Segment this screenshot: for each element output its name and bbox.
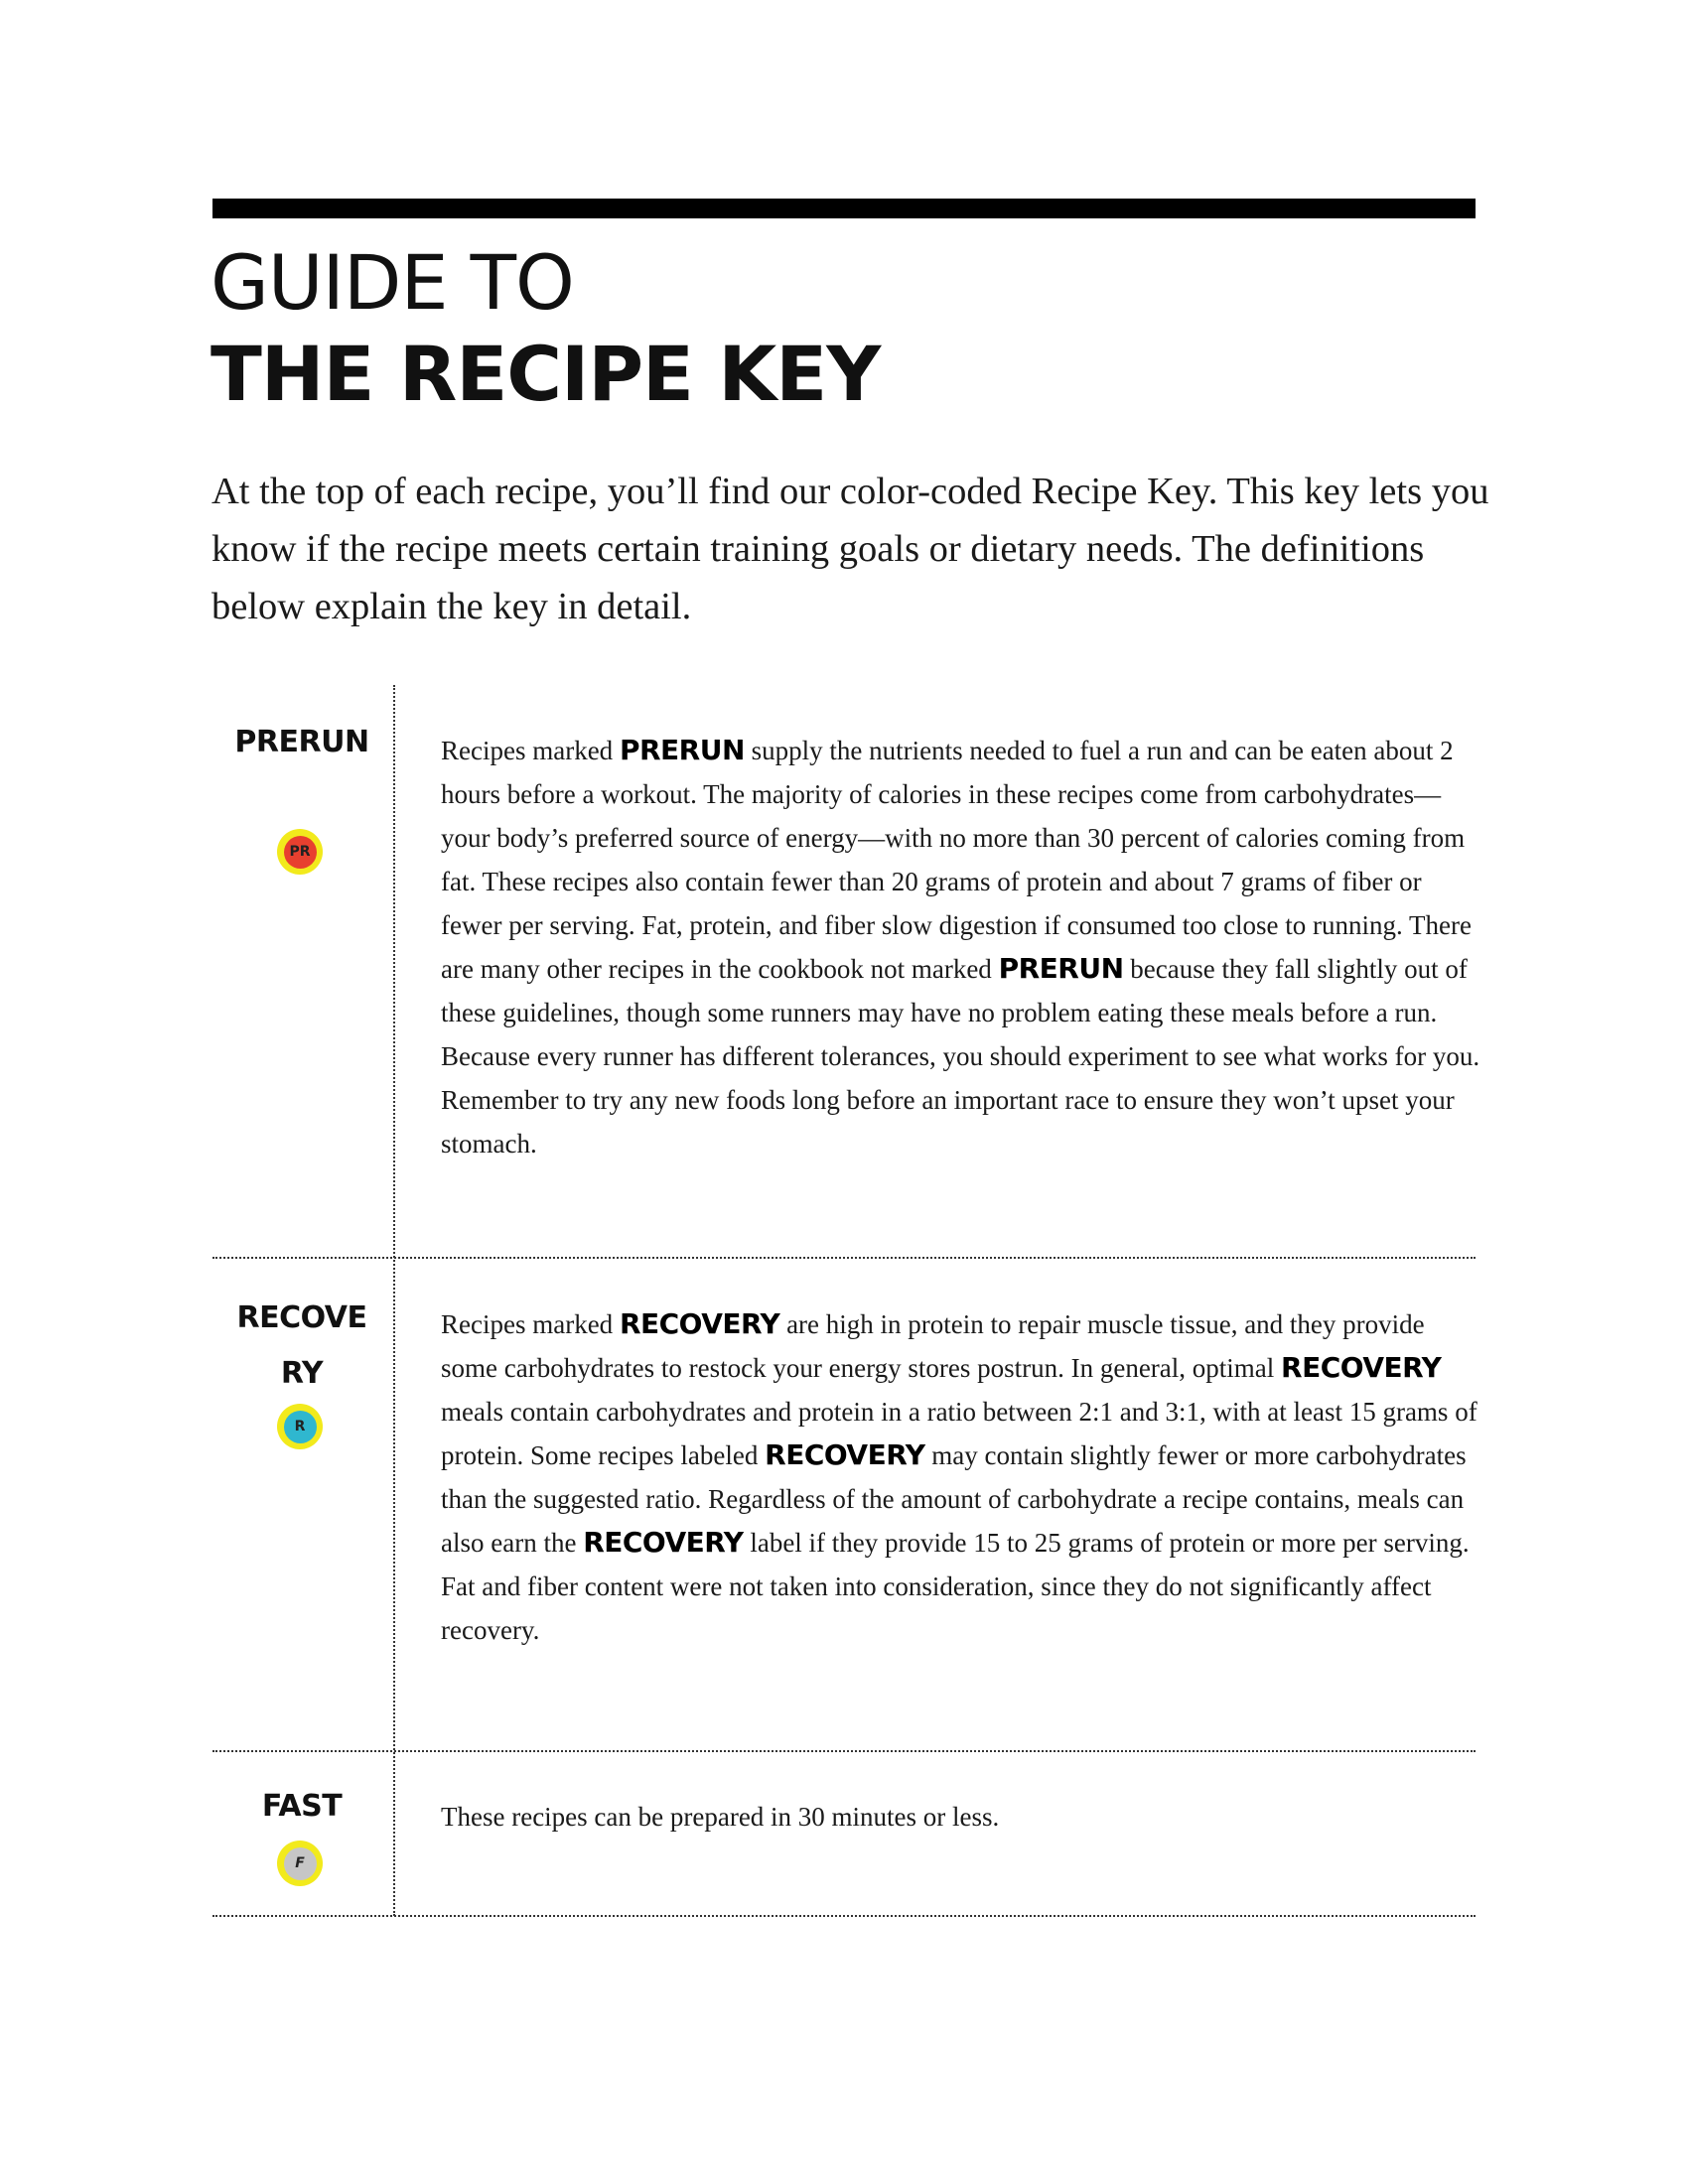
prerun-badge-icon: [277, 829, 323, 875]
recovery-badge-icon: [277, 1404, 323, 1449]
prerun-key-label: PRERUN: [234, 725, 369, 759]
prerun-text-2: supply the nutrients needed to fuel a run and can be eaten about 2 hours before a workout. The majority of calories in these recipes come from carbohydrates—your body’s preferred source of energy—with no more than 30 percent of calories coming from fat. These recipes also contain fewer than 20 grams of protein and about 7 grams of fiber or fewer per serving. Fat, protein, and fiber slow digestion if consumed too close to running. There are many other recipes in the cookbook not marked: [441, 736, 1472, 984]
page-title-line-2: THE RECIPE KEY: [211, 330, 881, 418]
recovery-text-2: are high in protein to repair muscle tissue, and they provide some carbohydrates to restock your energy stores postrun. In general, optimal: [441, 1309, 1425, 1383]
recovery-badge-letter: R: [284, 1411, 317, 1443]
fast-badge-letter: F: [284, 1847, 317, 1880]
prerun-description: [441, 729, 1483, 1165]
recovery-text-4: may contain slightly fewer or more carbohydrates than the suggested ratio. Regardless of the amount of carbohydrate a recipe contains, meals can also earn the: [441, 1440, 1467, 1558]
recovery-keyword: RECOVERY: [765, 1438, 925, 1471]
recovery-keyword: RECOVERY: [619, 1307, 780, 1340]
recovery-text-5: label if they provide 15 to 25 grams of protein or more per serving. Fat and fiber content were not taken into consideration, since they do not significantly affect recovery.: [441, 1528, 1470, 1645]
recovery-keyword: RECOVERY: [583, 1526, 744, 1559]
recovery-keyword: RECOVERY: [1281, 1351, 1442, 1384]
recovery-description: [441, 1302, 1483, 1652]
section-divider: [212, 1257, 1476, 1259]
prerun-text-1: Recipes marked: [441, 736, 620, 765]
page-title-line-1: GUIDE TO: [211, 238, 574, 327]
section-divider: [212, 1915, 1476, 1917]
prerun-keyword: PRERUN: [998, 952, 1124, 985]
fast-badge-icon: [277, 1841, 323, 1886]
fast-description: These recipes can be prepared in 30 minutes or less.: [441, 1802, 1000, 1832]
column-divider: [393, 685, 395, 1916]
intro-paragraph: At the top of each recipe, you’ll find our color-coded Recipe Key. This key lets you know if the recipe meets certain training goals or dietary needs. The definitions below explain the key in detail.: [211, 471, 1489, 627]
prerun-keyword: PRERUN: [619, 734, 745, 766]
header-rule: [212, 199, 1476, 218]
recovery-text-3: meals contain carbohydrates and protein in a ratio between 2:1 and 3:1, with at least 15 grams of protein. Some recipes labeled: [441, 1397, 1477, 1470]
recovery-key-label: RECOVERY: [236, 1300, 367, 1391]
recovery-text-1: Recipes marked: [441, 1309, 620, 1339]
fast-key-label: FAST: [261, 1789, 343, 1824]
prerun-text-3: because they fall slightly out of these guidelines, though some runners may have no problem eating these meals before a run. Because every runner has different tolerances, you should experiment to see what works for you. Remember to try any new foods long before an important race to ensure they won’t upset your stomach.: [441, 954, 1480, 1159]
prerun-badge-letters: PR: [284, 836, 317, 869]
section-divider: [212, 1750, 1476, 1752]
